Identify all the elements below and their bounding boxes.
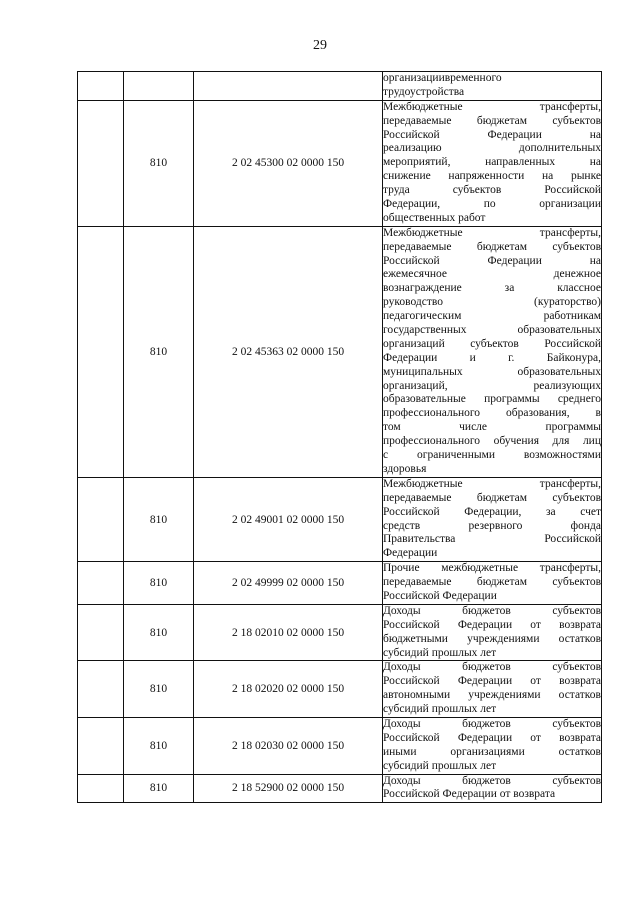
- table-row: [78, 774, 602, 803]
- description-line: труда субъектов Российской: [383, 184, 601, 197]
- description-line: Доходы бюджетов субъектов: [383, 661, 601, 674]
- description-line: Федерации, по организации: [383, 198, 601, 211]
- description-cell: [383, 661, 602, 718]
- description-line: Доходы бюджетов субъектов: [383, 717, 601, 730]
- admin-code-cell: 810: [124, 562, 194, 605]
- admin-code-cell: 810: [124, 717, 194, 774]
- description-line: мероприятий, направленных на: [383, 156, 601, 169]
- blank-cell: [78, 226, 124, 477]
- description-line: Доходы бюджетов субъектов: [383, 604, 601, 617]
- admin-code-cell: 810: [124, 661, 194, 718]
- budget-code-cell: [194, 72, 383, 101]
- description-line: передаваемые бюджетам субъектов: [383, 114, 601, 127]
- table-row: [78, 226, 602, 477]
- blank-cell: [78, 774, 124, 803]
- description-cell: [383, 477, 602, 561]
- description-line: образовательные программы среднего: [383, 393, 601, 406]
- description-line: государственных образовательных: [383, 324, 601, 337]
- description-line: профессионального образования, в: [383, 407, 601, 420]
- admin-code-cell: [124, 72, 194, 101]
- description-line: субсидий прошлых лет: [383, 646, 497, 659]
- description-line: Правительства Российской: [383, 533, 601, 546]
- description-line: передаваемые бюджетам субъектов: [383, 240, 601, 253]
- description-line: руководство (кураторство): [383, 296, 601, 309]
- description-line: Федерации и г. Байконура,: [383, 351, 601, 364]
- description-line: с ограниченными возможностями: [383, 449, 601, 462]
- description-line: средств резервного фонда: [383, 519, 601, 532]
- description-line: здоровья: [383, 462, 427, 475]
- budget-code-cell: 2 18 52900 02 0000 150: [194, 774, 383, 803]
- blank-cell: [78, 100, 124, 226]
- description-line: субсидий прошлых лет: [383, 759, 497, 772]
- description-cell: [383, 72, 602, 101]
- description-line: субсидий прошлых лет: [383, 703, 497, 716]
- admin-code-cell: 810: [124, 100, 194, 226]
- page-number: 29: [313, 38, 327, 53]
- description-cell: [383, 562, 602, 605]
- description-line: иными организациями остатков: [383, 745, 601, 758]
- description-line: реализацию дополнительных: [383, 142, 601, 155]
- budget-code-cell: 2 18 02010 02 0000 150: [194, 604, 383, 661]
- description-line: Прочие межбюджетные трансферты,: [383, 562, 601, 575]
- description-line: Российской Федерации на: [383, 128, 601, 141]
- budget-code-cell: 2 18 02030 02 0000 150: [194, 717, 383, 774]
- budget-code-cell: 2 02 49999 02 0000 150: [194, 562, 383, 605]
- budget-code-cell: 2 02 45300 02 0000 150: [194, 100, 383, 226]
- description-line: том числе программы: [383, 421, 601, 434]
- blank-cell: [78, 661, 124, 718]
- description-line: педагогическим работникам: [383, 310, 601, 323]
- admin-code-cell: 810: [124, 226, 194, 477]
- table-body: [78, 72, 602, 803]
- description-line: профессионального обучения для лиц: [383, 435, 601, 448]
- description-line: Доходы бюджетов субъектов: [383, 774, 601, 787]
- table-row: [78, 661, 602, 718]
- description-line: бюджетными учреждениями остатков: [383, 632, 601, 645]
- blank-cell: [78, 717, 124, 774]
- blank-cell: [78, 562, 124, 605]
- description-line: ежемесячное денежное: [383, 268, 601, 281]
- description-line: общественных работ: [383, 211, 486, 224]
- budget-classification-table: [77, 71, 602, 803]
- description-line: Межбюджетные трансферты,: [383, 100, 601, 113]
- description-line: передаваемые бюджетам субъектов: [383, 491, 601, 504]
- description-line: трудоустройства: [383, 85, 465, 98]
- description-line: муниципальных образовательных: [383, 365, 601, 378]
- description-line: Российской Федерации от возврата: [383, 675, 601, 688]
- description-line: Федерации: [383, 547, 438, 560]
- table-row: [78, 477, 602, 561]
- description-line: Российской Федерации на: [383, 254, 601, 267]
- table-row: [78, 604, 602, 661]
- budget-code-cell: 2 02 45363 02 0000 150: [194, 226, 383, 477]
- admin-code-cell: 810: [124, 604, 194, 661]
- blank-cell: [78, 604, 124, 661]
- description-line: Российской Федерации от возврата: [383, 731, 601, 744]
- description-cell: [383, 604, 602, 661]
- description-cell: [383, 226, 602, 477]
- description-line: передаваемые бюджетам субъектов: [383, 576, 601, 589]
- description-line: Российской Федерации: [383, 589, 497, 602]
- table-row: [78, 100, 602, 226]
- table-row: [78, 72, 602, 101]
- description-line: организациивременного: [383, 72, 502, 84]
- blank-cell: [78, 477, 124, 561]
- description-cell: [383, 100, 602, 226]
- table-row: [78, 717, 602, 774]
- description-line: Межбюджетные трансферты,: [383, 226, 601, 239]
- description-line: вознаграждение за классное: [383, 282, 601, 295]
- admin-code-cell: 810: [124, 477, 194, 561]
- admin-code-cell: 810: [124, 774, 194, 803]
- description-line: автономными учреждениями остатков: [383, 689, 601, 702]
- budget-code-cell: 2 18 02020 02 0000 150: [194, 661, 383, 718]
- description-cell: [383, 717, 602, 774]
- description-line: организаций субъектов Российской: [383, 337, 601, 350]
- blank-cell: [78, 72, 124, 101]
- description-line: Российской Федерации от возврата: [383, 618, 601, 631]
- description-line: Межбюджетные трансферты,: [383, 477, 601, 490]
- description-line: снижение напряженности на рынке: [383, 170, 601, 183]
- description-cell: [383, 774, 602, 803]
- description-line: Российской Федерации, за счет: [383, 505, 601, 518]
- description-line: Российской Федерации от возврата: [383, 788, 556, 801]
- budget-code-cell: 2 02 49001 02 0000 150: [194, 477, 383, 561]
- table-row: [78, 562, 602, 605]
- description-line: организаций, реализующих: [383, 379, 601, 392]
